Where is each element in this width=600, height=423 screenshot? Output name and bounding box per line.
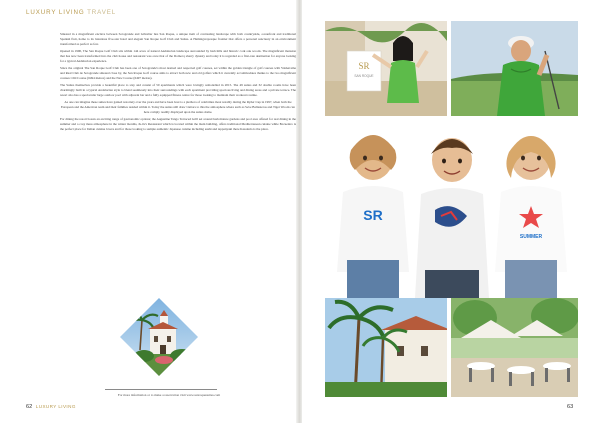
running-head [26, 9, 116, 16]
right-page [302, 0, 600, 423]
kids-photo [325, 120, 578, 298]
page-number-left [26, 404, 76, 410]
svg-text:SR: SR [358, 61, 370, 71]
kid-shirt-print: SR [363, 207, 383, 223]
running-head-section: LUXURY LIVING [26, 9, 85, 16]
article-paragraph: As one can imagine these suites have gained notoriety over the years and have been host to a plethora of celebrities most notably during the Ryder Cup in 1997, when both the European and the American team and their families resided within it. Today the suites still draw visitors to this the atmosphere where such as Seve Ballesteros and Tiger Woods can here comply readily displayed upon the suites dome. [61, 99, 295, 114]
terrace-dining-photo [451, 298, 578, 397]
article-body [60, 32, 296, 134]
article-paragraph: Situated in a magnificent enclave between Sotogrande and Gibraltar lies San Roque, a unique item of contrasting landscape with both countryside, oceanfront and traditional Spanish flair, home to its luxurious five-star hotel and elegant San Roque Golf Club and Suites. A Hemingwayesque frontier that offers a personal sanctuary in an environment transformed as perfect as few. [60, 32, 296, 46]
page-number: 62 [26, 404, 33, 410]
golfer-man-photo [451, 21, 578, 116]
article-paragraph: Since the original The San Roque Golf Club has been one of Sotogrande's most desired and respected golf courses, set within the golden triangle of golf courses with Valderrama and Real Club de Sotogrande situated close by, the San Roque Golf course aims to attract both new and old golfers which it currently accommodates thanks to the two magnificent courses: Old Course (6494 metres) and the New Course (6497 metres). [60, 65, 296, 80]
clubhouse-diamond-photo [120, 298, 198, 376]
left-page [0, 0, 297, 423]
golfer-woman-photo [325, 21, 447, 116]
article-paragraph: Opened in 1990, The San Roque Golf Club sits within 144 acres of natural Andalucian landscape surrounded by lush hills and historic cork oak woods. The magnificent mansion that has now been transformed into the club house and restaurant was once that of the Domecq sherry dynasty and today it is regarded as a first-rate destination for anyone looking for a typical Andalucian experience. [60, 48, 296, 63]
footnote: For more information or to make a reservation visit www.sanroquesuites.com [117, 393, 221, 397]
resort-palms-photo [325, 298, 447, 397]
page-number-right: 63 [567, 404, 574, 410]
article-paragraph: For dining the resort boasts an exciting range of gastronomic options; the Augustine Tango Terraced Grill set around lush mature gardens and pool area offered for real dining in the summer and a cosy mess atmosphere in the winter months, Ju-Ju's Restaurant which is located within the main building, offers traditional Mediterranean cuisine while Encuentro is the perfect place for Italian cuisine lovers and for those looking to sample authentic Japanese cuisine including sushi and teppanyaki there Kasaleria is the place. [60, 116, 296, 131]
kid-shirt-caption: SUMMER [519, 234, 543, 240]
running-head-subsection: TRAVEL [87, 9, 117, 16]
publication-name: LUXURY LIVING [35, 404, 76, 409]
footnote-divider [105, 389, 217, 390]
sign-text: SAN ROQUE [354, 74, 374, 78]
article-paragraph: The Suites themselves provide a beautiful place to stay and consist of 50 apartments which were lovingly remodelled in 2015. The 49 suites and 32 double rooms have been charmingly built in a typical Andalucian style to blend seamlessly into their surroundings with each apartment providing spacious living and dining areas and a private terrace. The resort also has a spectacular large outdoor pool with adjacent bar and a fully equipped fitness centre for those looking to maintain their workout routine. [60, 82, 296, 97]
